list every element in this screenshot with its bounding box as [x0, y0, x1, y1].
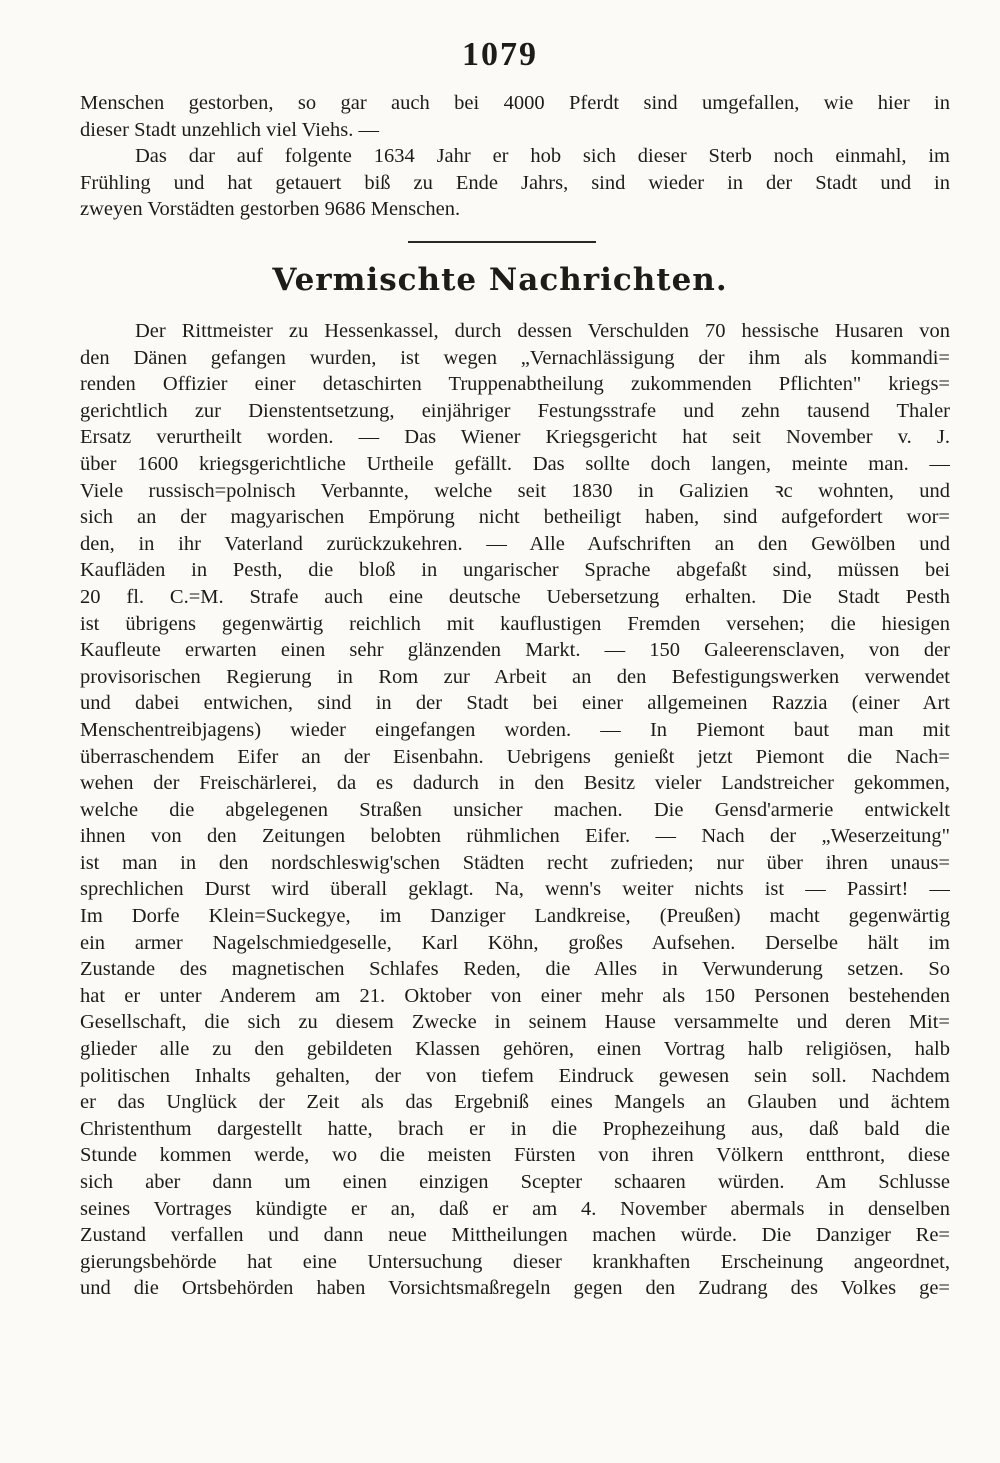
text-line: glieder alle zu den gebildeten Klassen gehören, einen Vortrag halb religiösen, halb — [80, 1038, 950, 1061]
text-line: Stunde kommen werde, wo die meisten Fürsten von ihren Völkern entthront, diese — [80, 1144, 950, 1167]
text-line: Zustande des magnetischen Schlafes Reden, die Alles in Verwunderung setzen. So — [80, 958, 950, 981]
text-line: Viele russisch=polnisch Verbannte, welche seit 1830 in Galizien ꝛc wohnten, und — [80, 479, 950, 502]
text-line: sich an der magyarischen Empörung nicht betheiligt haben, sind aufgefordert wor= — [80, 506, 950, 529]
text-line: hat er unter Anderem am 21. Oktober von einer mehr als 150 Personen bestehenden — [80, 984, 950, 1007]
text-line: zweyen Vorstädten gestorben 9686 Menschen. — [80, 198, 461, 221]
text-line: gierungsbehörde hat eine Untersuchung dieser krankhaften Erscheinung angeordnet, — [80, 1250, 950, 1273]
text-line: und die Ortsbehörden haben Vorsichtsmaßregeln gegen den Zudrang des Volkes ge= — [80, 1277, 950, 1300]
section-divider — [408, 241, 596, 243]
text-line: Frühling und hat getauert biß zu Ende Jahrs, sind wieder in der Stadt und in — [80, 171, 950, 194]
text-line: Menschentreibjagens) wieder eingefangen worden. — In Piemont baut man mit — [80, 718, 950, 741]
page-number: 1079 — [462, 36, 538, 73]
text-line: Im Dorfe Klein=Suckegye, im Danziger Landkreise, (Preußen) macht gegenwärtig — [80, 905, 950, 928]
top-paragraphs — [80, 90, 950, 223]
text-line: Zustand verfallen und dann neue Mittheilungen machen würde. Die Danziger Re= — [80, 1224, 950, 1247]
text-line: seines Vortrages kündigte er an, daß er am 4. November abermals in denselben — [80, 1197, 950, 1220]
text-line: Christenthum dargestellt hatte, brach er in die Prophezeihung aus, daß bald die — [80, 1117, 950, 1140]
main-article — [80, 318, 950, 1302]
text-line: Das dar auf folgente 1634 Jahr er hob sich dieser Sterb noch einmahl, im — [135, 145, 950, 168]
text-line: dieser Stadt unzehlich viel Viehs. — — [80, 118, 379, 141]
text-line: und dabei entwichen, sind in der Stadt bei einer allgemeinen Razzia (einer Art — [80, 692, 950, 715]
text-line: gerichtlich zur Dienstentsetzung, einjähriger Festungsstrafe und zehn tausend Thaler — [80, 399, 950, 422]
text-line: den Dänen gefangen wurden, ist wegen „Vernachlässigung der ihm als kommandi= — [80, 346, 950, 369]
text-line: wehen der Freischärlerei, da es dadurch in den Besitz vieler Landstreicher gekommen, — [80, 772, 950, 795]
text-line: Der Rittmeister zu Hessenkassel, durch dessen Verschulden 70 hessische Husaren von — [135, 320, 950, 342]
text-line: sprechlichen Durst wird überall geklagt. Na, wenn's weiter nichts ist — Passirt! — — [80, 878, 950, 901]
text-line: welche die abgelegenen Straßen unsicher machen. Die Gensd'armerie entwickelt — [80, 798, 950, 821]
text-line: ist übrigens gegenwärtig reichlich mit kauflustigen Fremden versehen; die hiesigen — [80, 612, 950, 635]
section-heading: Vermischte Nachrichten. — [272, 262, 728, 298]
text-line: ihnen von den Zeitungen belobten rühmlichen Eifer. — Nach der „Weserzeitung" — [80, 825, 950, 848]
text-line: überraschendem Eifer an der Eisenbahn. Uebrigens genießt jetzt Piemont die Nach= — [80, 745, 950, 768]
text-line: ein armer Nagelschmiedgeselle, Karl Köhn, großes Aufsehen. Derselbe hält im — [80, 931, 950, 954]
text-line: politischen Inhalts gehalten, der von tiefem Eindruck gewesen sein soll. Nachdem — [80, 1064, 950, 1087]
text-line: Menschen gestorben, so gar auch bei 4000 Pferdt sind umgefallen, wie hier in — [80, 92, 950, 114]
text-line: 20 fl. C.=M. Strafe auch eine deutsche Uebersetzung erhalten. Die Stadt Pesth — [80, 585, 950, 608]
text-line: den, in ihr Vaterland zurückzukehren. — Alle Aufschriften an den Gewölben und — [80, 532, 950, 555]
text-line: Kaufleute erwarten einen sehr glänzenden Markt. — 150 Galeerensclaven, von der — [80, 639, 950, 662]
text-line: über 1600 kriegsgerichtliche Urtheile gefällt. Das sollte doch langen, meinte man. — — [80, 452, 950, 475]
text-line: Ersatz verurtheilt worden. — Das Wiener Kriegsgericht hat seit November v. J. — [80, 426, 950, 449]
text-line: renden Offizier einer detaschirten Truppenabtheilung zukommenden Pflichten" kriegs= — [80, 373, 950, 396]
text-line: ist man in den nordschleswig'schen Städten recht zufrieden; nur über ihren unaus= — [80, 851, 950, 874]
text-line: sich aber dann um einen einzigen Scepter schaaren würden. Am Schlusse — [80, 1171, 950, 1193]
text-line: er das Unglück der Zeit als das Ergebniß eines Mangels an Glauben und ächtem — [80, 1091, 950, 1114]
text-line: provisorischen Regierung in Rom zur Arbeit an den Befestigungswerken verwendet — [80, 665, 950, 688]
text-line: Kaufläden in Pesth, die bloß in ungarischer Sprache abgefaßt sind, müssen bei — [80, 559, 950, 582]
text-line: Gesellschaft, die sich zu diesem Zwecke in seinem Hause versammelte und deren Mit= — [80, 1011, 950, 1034]
